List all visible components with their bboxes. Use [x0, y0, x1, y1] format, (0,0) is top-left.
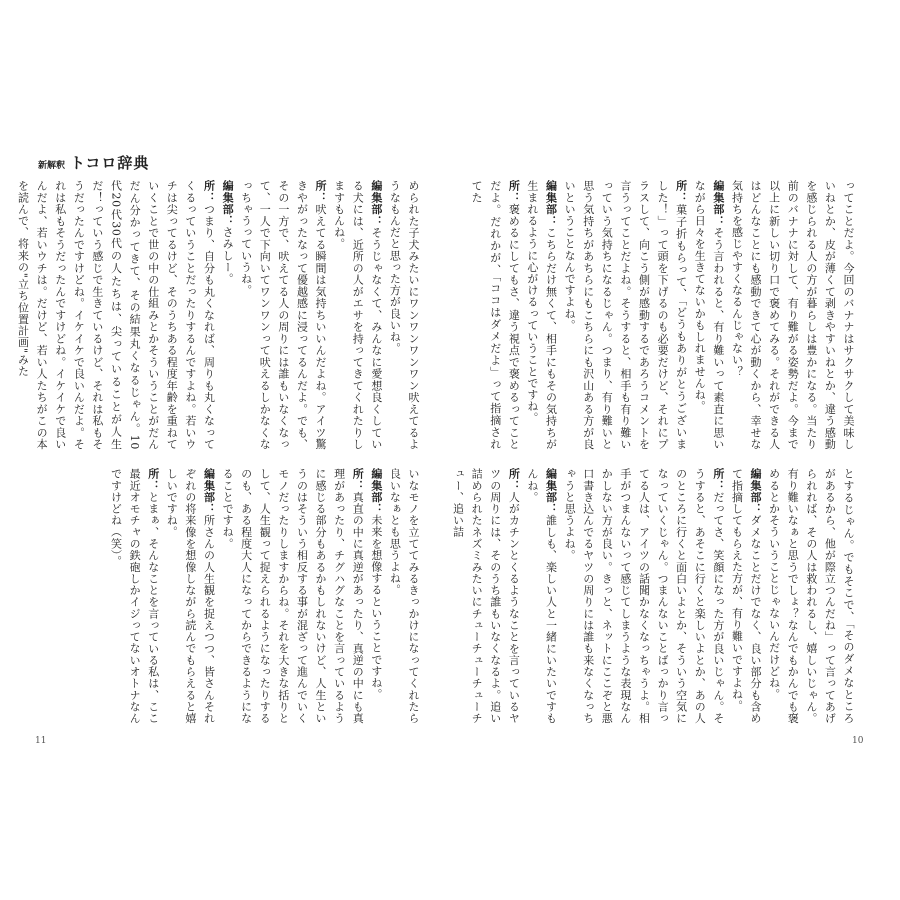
header-title: トコロ辞典 [70, 154, 150, 172]
paragraph-text: 真直の中に真逆があったり、真逆の中にも真理があったり、チグハグなことを言っているように感じる部分もあるかもしれないけど、人生というのはそういう相反する事が混ざって進んでいくモノだったりしますからね。それを大きな括りとして、人生観って捉えられるようになったりするのも、ある程度大人になってからできるようになることですね。 [221, 468, 365, 725]
dialogue-paragraph [217, 468, 366, 724]
speaker-label: 編集部： [369, 180, 383, 227]
left-page-lower-text [80, 468, 422, 724]
paragraph-text: いなモノを立ててみるきっかけになってくれたら良いなぁとも思うよね。 [388, 468, 420, 724]
paragraph-text: つまり、自分も丸くなれば、周りも丸くなってくるっていうことだったりするんですよね。若いウチは尖ってるけど、そのうちある程度年齢を重ねていくことで世の中の仕組みとかそういうことがだんだん分かってきて、その結果丸くなるじゃん。10代20代30代の人たちは、尖っていることが人生だ！っていう感じで生きているけど、それは私もそうだったんですけどね。イケイケで良いんだよ。それは私もそうだったんですけどね。イケイケで良いんだよ、若いウチは。だけど、若い人たちがこの本を読んで、将来の"立ち位置計画"みた [16, 180, 216, 450]
paragraph-text: とまぁ、そんなことを言っている私は、ここ最近オモチャの鉄砲しかイジってないオトナなんですけどね（笑）。 [109, 468, 160, 725]
page-number-left: 11 [35, 736, 47, 746]
paragraph-text: 褒めるにしてもさ、違う視点で褒めるってことだよ。だれかが、「ココはダメだよ」って指摘されてた [470, 180, 521, 450]
paragraph-text: められた子犬みたいにワンワンワンワン吠えてるようなもんだと思った方が良いね。 [388, 180, 420, 450]
paragraph-text: 誰しも、楽しい人と一緒にいたいですもんね。 [525, 468, 558, 724]
speaker-label: 所： [507, 180, 521, 204]
dialogue-paragraph [690, 180, 727, 450]
paragraph-text: ダメなことだけでなく、良い部分も含めて指摘してもらえた方が、有り難いですよね。 [730, 468, 763, 724]
paragraph-text: そう言われると、有り難いって素直に思いながら日々を生きてないかもしれませんね。 [693, 180, 725, 450]
paragraph-text: ってことだよ。今回のバナナはサクサクして美味しいねとか、皮が薄くて剥きやすいねとか、違う感動を感じられる人の方が暮らしは豊かになる。当たり前のバナナに対して、有り難がる姿勢だよ。今まで以上に新しい切り口で褒めてみる。それができる人はどんなことにも感動できて心が動くから、幸せな気持ちを感じやすくなるんじゃない？ [730, 180, 855, 450]
body-paragraph [727, 180, 857, 450]
paragraph-text: とするじゃん。でもそこで、「そのダメなところがあるから、他が際立つんだね」って言ってあげられれば、その人は救われるし、嬉しいじゃん。有り難いなぁと思うでしょ？なんでもかんでも褒めるとかそういうことじゃないんだけどね。 [767, 468, 855, 724]
speaker-label: 編集部： [749, 468, 763, 515]
right-page [450, 0, 900, 900]
dialogue-paragraph [522, 468, 559, 724]
speaker-label: 所： [674, 180, 688, 204]
paragraph-text: 菓子折もらって、「どうもありがとうございました！」って頭を下げるのも必要だけど、それにプラスして、向こう側が感動するであろうコメントを言うってことだよね。そうすると、相手も有り難いっていう気持ちになるじゃん。つまり、有り難いと思う気持ちがあちらにもこちらにも沢山ある方が良いということなんですよね。 [563, 180, 688, 450]
speaker-label: 所： [711, 468, 725, 492]
header-subtitle: 新解釈 [38, 161, 66, 171]
speaker-label: 所： [314, 180, 328, 204]
dialogue-paragraph [162, 468, 218, 724]
right-page-lower-text [451, 468, 857, 725]
column-header [38, 152, 149, 173]
paragraph-text: こちらだけ無くて、相手にもその気持ちが生まれるように心がけるっていうことですね。 [525, 180, 558, 450]
paragraph-text: さみしー。 [221, 226, 235, 285]
dialogue-paragraph [560, 180, 690, 450]
speaker-label: 所： [202, 180, 216, 204]
dialogue-paragraph [329, 180, 385, 450]
dialogue-paragraph [522, 180, 559, 450]
right-page-upper-text [470, 180, 857, 450]
dialogue-paragraph [366, 468, 385, 724]
paragraph-text: そうじゃなくて、みんなに愛想良くしている犬には、近所の人がエサを持ってきてくれたりしますもんね。 [332, 180, 383, 450]
paragraph-text: 吠えてる瞬間は気持ちいいんだよね。アイツ驚きやがったなって優越感に浸ってるんだよ。でも、その一方で、吠えてる人の周りには誰もいなくなって、一人で下向いてワンワンって吠えるしかなくなっちゃうっていうね。 [239, 180, 328, 450]
speaker-label: 編集部： [221, 180, 235, 227]
speaker-label: 所： [146, 468, 160, 492]
dialogue-paragraph [560, 468, 727, 724]
paragraph-text: 所さんの人生観を捉えつつ、皆さんそれぞれの将来像を想像しながら読んでもらえると嬉しいですね。 [165, 468, 216, 724]
speaker-label: 編集部： [544, 468, 558, 515]
speaker-label: 編集部： [202, 468, 216, 515]
speaker-label: 編集部： [711, 180, 725, 227]
left-page-upper-text [16, 180, 422, 450]
body-paragraph [385, 468, 422, 724]
speaker-label: 所： [351, 468, 365, 492]
body-paragraph [385, 180, 422, 450]
dialogue-paragraph [217, 180, 236, 450]
dialogue-paragraph [106, 468, 162, 724]
dialogue-paragraph [236, 180, 329, 450]
page-number-right: 10 [852, 736, 864, 746]
paragraph-text: 未来を想像するということですね。 [369, 514, 383, 701]
dialogue-paragraph [13, 180, 218, 450]
body-paragraph [764, 468, 857, 724]
dialogue-paragraph [448, 468, 522, 724]
speaker-label: 編集部： [544, 180, 558, 227]
paragraph-text: 人がカチンとくるようなことを言っているヤツの周りには、そのうち誰もいなくなるよ。追い詰められたネズミみたいにチューチューチューチュー、追い詰 [451, 468, 521, 725]
dialogue-paragraph [727, 468, 764, 724]
paragraph-text: だってさ、笑顔になった方が良いじゃん。そうすると、あそこに行くと楽しいよとか、あの人のところに行くと面白いよとか、そういう空気になっていくじゃん。つまんないことばっかり言ってる人は、アイツの話聞かなくなっちゃうよ。相手がつまんないって感じてしまうような表現なんかしない方が良い。きっと、ネットにここぞと悪口書き込んでるヤツの周りには誰も来なくなっちゃうと思うよね。 [563, 468, 725, 725]
dialogue-paragraph [467, 180, 523, 450]
speaker-label: 編集部： [369, 468, 383, 515]
speaker-label: 所： [507, 468, 521, 492]
